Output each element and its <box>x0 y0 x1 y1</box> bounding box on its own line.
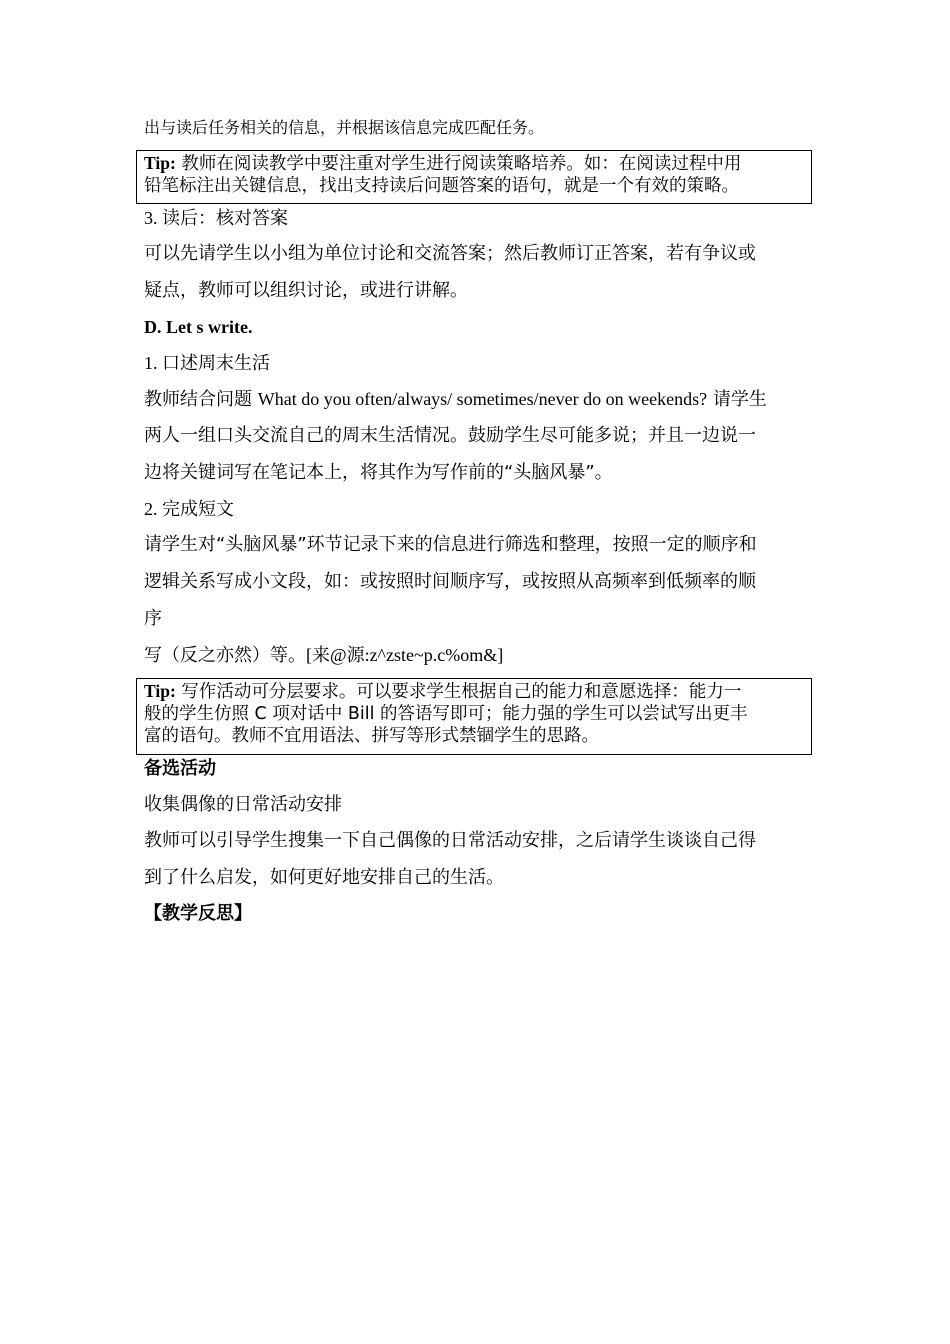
d2-para-line-4: 写（反之亦然）等。[来@源:z^zste~p.c%om&] <box>144 645 504 666</box>
step3-para-line-2: 疑点，教师可以组织讨论，或进行讲解。 <box>144 280 468 301</box>
d2-para-line-2: 逻辑关系写成小文段，如：或按照时间顺序写，或按照从高频率到低频率的顺 <box>144 571 756 592</box>
tip-line-1: Tip: 写作活动可分层要求。可以要求学生根据自己的能力和意愿选择：能力一 <box>144 681 742 702</box>
d1-para-line-3: 边将关键词写在笔记本上，将其作为写作前的“头脑风暴”。 <box>144 462 613 483</box>
source-watermark-text: [来@源:z^zste~p.c%om&] <box>306 645 504 665</box>
d2-para-line-1: 请学生对“头脑风暴”环节记录下来的信息进行筛选和整理，按照一定的顺序和 <box>144 534 757 555</box>
reflection-heading: 【教学反思】 <box>144 903 252 924</box>
tip-box-reading <box>136 150 812 204</box>
optional-activity-heading: 备选活动 <box>144 758 216 779</box>
tip-box-writing <box>136 678 812 755</box>
d2-para-line-3: 序 <box>144 608 162 629</box>
optional-para-line-1: 教师可以引导学生搜集一下自己偶像的日常活动安排，之后请学生谈谈自己得 <box>144 830 756 851</box>
tip-line-3: 富的语句。教师不宜用语法、拼写等形式禁锢学生的思路。 <box>144 726 599 746</box>
intro-line: 出与读后任务相关的信息，并根据该信息完成匹配任务。 <box>144 118 545 137</box>
d2-heading: 2. 完成短文 <box>144 499 234 520</box>
tip-line-2: 铅笔标注出关键信息，找出支持读后问题答案的语句，就是一个有效的策略。 <box>144 176 739 196</box>
d1-question: What do you often/always/ sometimes/never do on weekends? <box>257 389 708 409</box>
step3-para-line-1: 可以先请学生以小组为单位讨论和交流答案；然后教师订正答案，若有争议或 <box>144 243 756 264</box>
d1-para-line-2: 两人一组口头交流自己的周末生活情况。鼓励学生尽可能多说；并且一边说一 <box>144 425 756 446</box>
tip-line-2: 般的学生仿照 C 项对话中 Bill 的答语写即可；能力强的学生可以尝试写出更丰 <box>144 704 748 724</box>
d1-para-line-1: 教师结合问题 What do you often/always/ sometimes/never do on weekends? 请学生 <box>144 389 767 410</box>
optional-activity-title: 收集偶像的日常活动安排 <box>144 794 342 815</box>
optional-para-line-2: 到了什么启发，如何更好地安排自己的生活。 <box>144 867 504 888</box>
tip-line-1: Tip: 教师在阅读教学中要注重对学生进行阅读策略培养。如：在阅读过程中用 <box>144 153 742 174</box>
section-d-heading: D. Let s write. <box>144 317 253 337</box>
d1-heading: 1. 口述周末生活 <box>144 353 270 374</box>
step3-heading: 3. 读后：核对答案 <box>144 208 288 229</box>
tip-label: Tip: <box>144 681 176 701</box>
tip-label: Tip: <box>144 153 176 173</box>
